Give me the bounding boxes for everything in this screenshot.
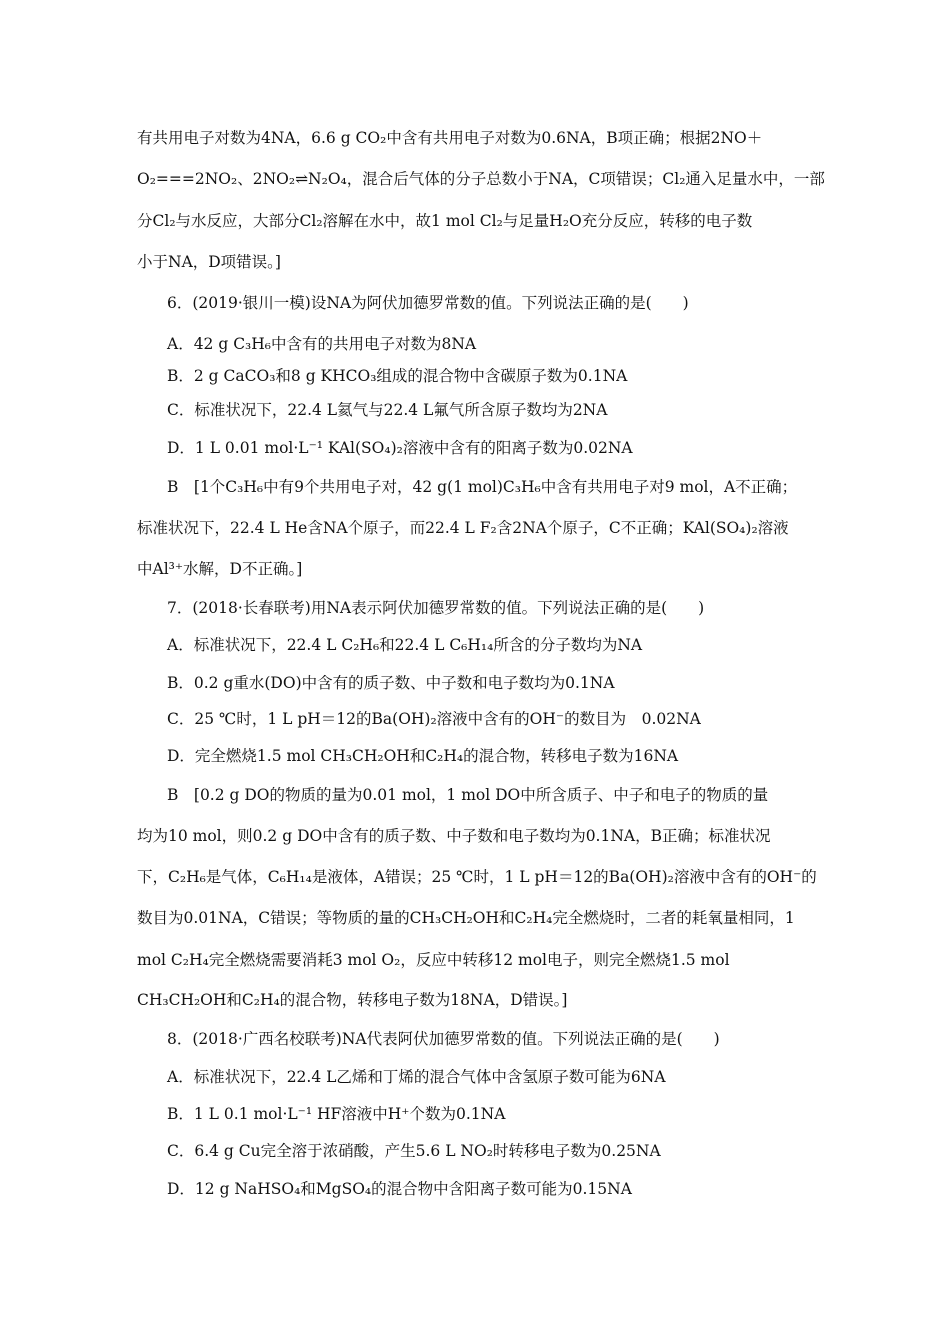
answer-7-text-line: CH₃CH₂OH和C₂H₄的混合物，转移电子数为18NA，D错误。]	[137, 991, 568, 1009]
question-6-option-b: B．2 g CaCO₃和8 g KHCO₃组成的混合物中含碳原子数为0.1NA	[167, 367, 628, 385]
answer-5-text-line: 分Cl₂与水反应，大部分Cl₂溶解在水中，故1 mol Cl₂与足量H₂O充分反应，转移的电子数	[137, 212, 753, 230]
answer-5-text-line: 有共用电子对数为4NA，6.6 g CO₂中含有共用电子对数为0.6NA，B项正确；根据2NO＋	[137, 129, 763, 147]
question-8-stem: 8．(2018·广西名校联考)NA代表阿伏加德罗常数的值。下列说法正确的是( )	[167, 1030, 720, 1048]
question-8-option-c: C．6.4 g Cu完全溶于浓硝酸，产生5.6 L NO₂时转移电子数为0.25NA	[167, 1142, 661, 1160]
answer-7-text-line: 均为10 mol，则0.2 g DO中含有的质子数、中子数和电子数均为0.1NA，B正确；标准状况	[137, 827, 771, 845]
question-7-option-d: D．完全燃烧1.5 mol CH₃CH₂OH和C₂H₄的混合物，转移电子数为16NA	[167, 747, 679, 765]
answer-7-text-line: mol C₂H₄完全燃烧需要消耗3 mol O₂，反应中转移12 mol电子，则完全燃烧1.5 mol	[137, 951, 730, 969]
question-6-option-c: C．标准状况下，22.4 L氦气与22.4 L氟气所含原子数均为2NA	[167, 401, 608, 419]
question-7-option-c: C．25 ℃时，1 L pH＝12的Ba(OH)₂溶液中含有的OH⁻的数目为 0.02NA	[167, 710, 701, 728]
question-6-option-a: A．42 g C₃H₆中含有的共用电子对数为8NA	[167, 335, 477, 353]
answer-7-text-line: B [0.2 g DO的物质的量为0.01 mol，1 mol DO中所含质子、中子和电子的物质的量	[167, 786, 769, 804]
answer-5-text-line: O₂===2NO₂、2NO₂⇌N₂O₄，混合后气体的分子总数小于NA，C项错误；Cl₂通入足量水中，一部	[137, 170, 825, 188]
question-8-option-b: B．1 L 0.1 mol·L⁻¹ HF溶液中H⁺个数为0.1NA	[167, 1105, 506, 1123]
question-6-stem: 6．(2019·银川一模)设NA为阿伏加德罗常数的值。下列说法正确的是( )	[167, 294, 689, 312]
answer-6-text-line: 标准状况下，22.4 L He含NA个原子，而22.4 L F₂含2NA个原子，C不正确；KAl(SO₄)₂溶液	[137, 519, 789, 537]
question-7-option-a: A．标准状况下，22.4 L C₂H₆和22.4 L C₆H₁₄所含的分子数均为NA	[167, 636, 643, 654]
answer-7-text-line: 下，C₂H₆是气体，C₆H₁₄是液体，A错误；25 ℃时，1 L pH＝12的Ba(OH)₂溶液中含有的OH⁻的	[137, 868, 817, 886]
question-6-option-d: D．1 L 0.01 mol·L⁻¹ KAl(SO₄)₂溶液中含有的阳离子数为0.02NA	[167, 439, 633, 457]
answer-6-text-line: 中Al³⁺水解，D不正确。]	[137, 560, 303, 578]
question-7-option-b: B．0.2 g重水(DO)中含有的质子数、中子数和电子数均为0.1NA	[167, 674, 615, 692]
answer-5-text-line: 小于NA，D项错误。]	[137, 253, 281, 271]
question-7-stem: 7．(2018·长春联考)用NA表示阿伏加德罗常数的值。下列说法正确的是( )	[167, 599, 705, 617]
question-8-option-a: A．标准状况下，22.4 L乙烯和丁烯的混合气体中含氢原子数可能为6NA	[167, 1068, 666, 1086]
answer-7-text-line: 数目为0.01NA，C错误；等物质的量的CH₃CH₂OH和C₂H₄完全燃烧时，二者的耗氧量相同，1	[137, 909, 795, 927]
answer-6-text-line: B [1个C₃H₆中有9个共用电子对，42 g(1 mol)C₃H₆中含有共用电子对9 mol，A不正确；	[167, 478, 798, 496]
question-8-option-d: D．12 g NaHSO₄和MgSO₄的混合物中含阳离子数可能为0.15NA	[167, 1180, 632, 1198]
